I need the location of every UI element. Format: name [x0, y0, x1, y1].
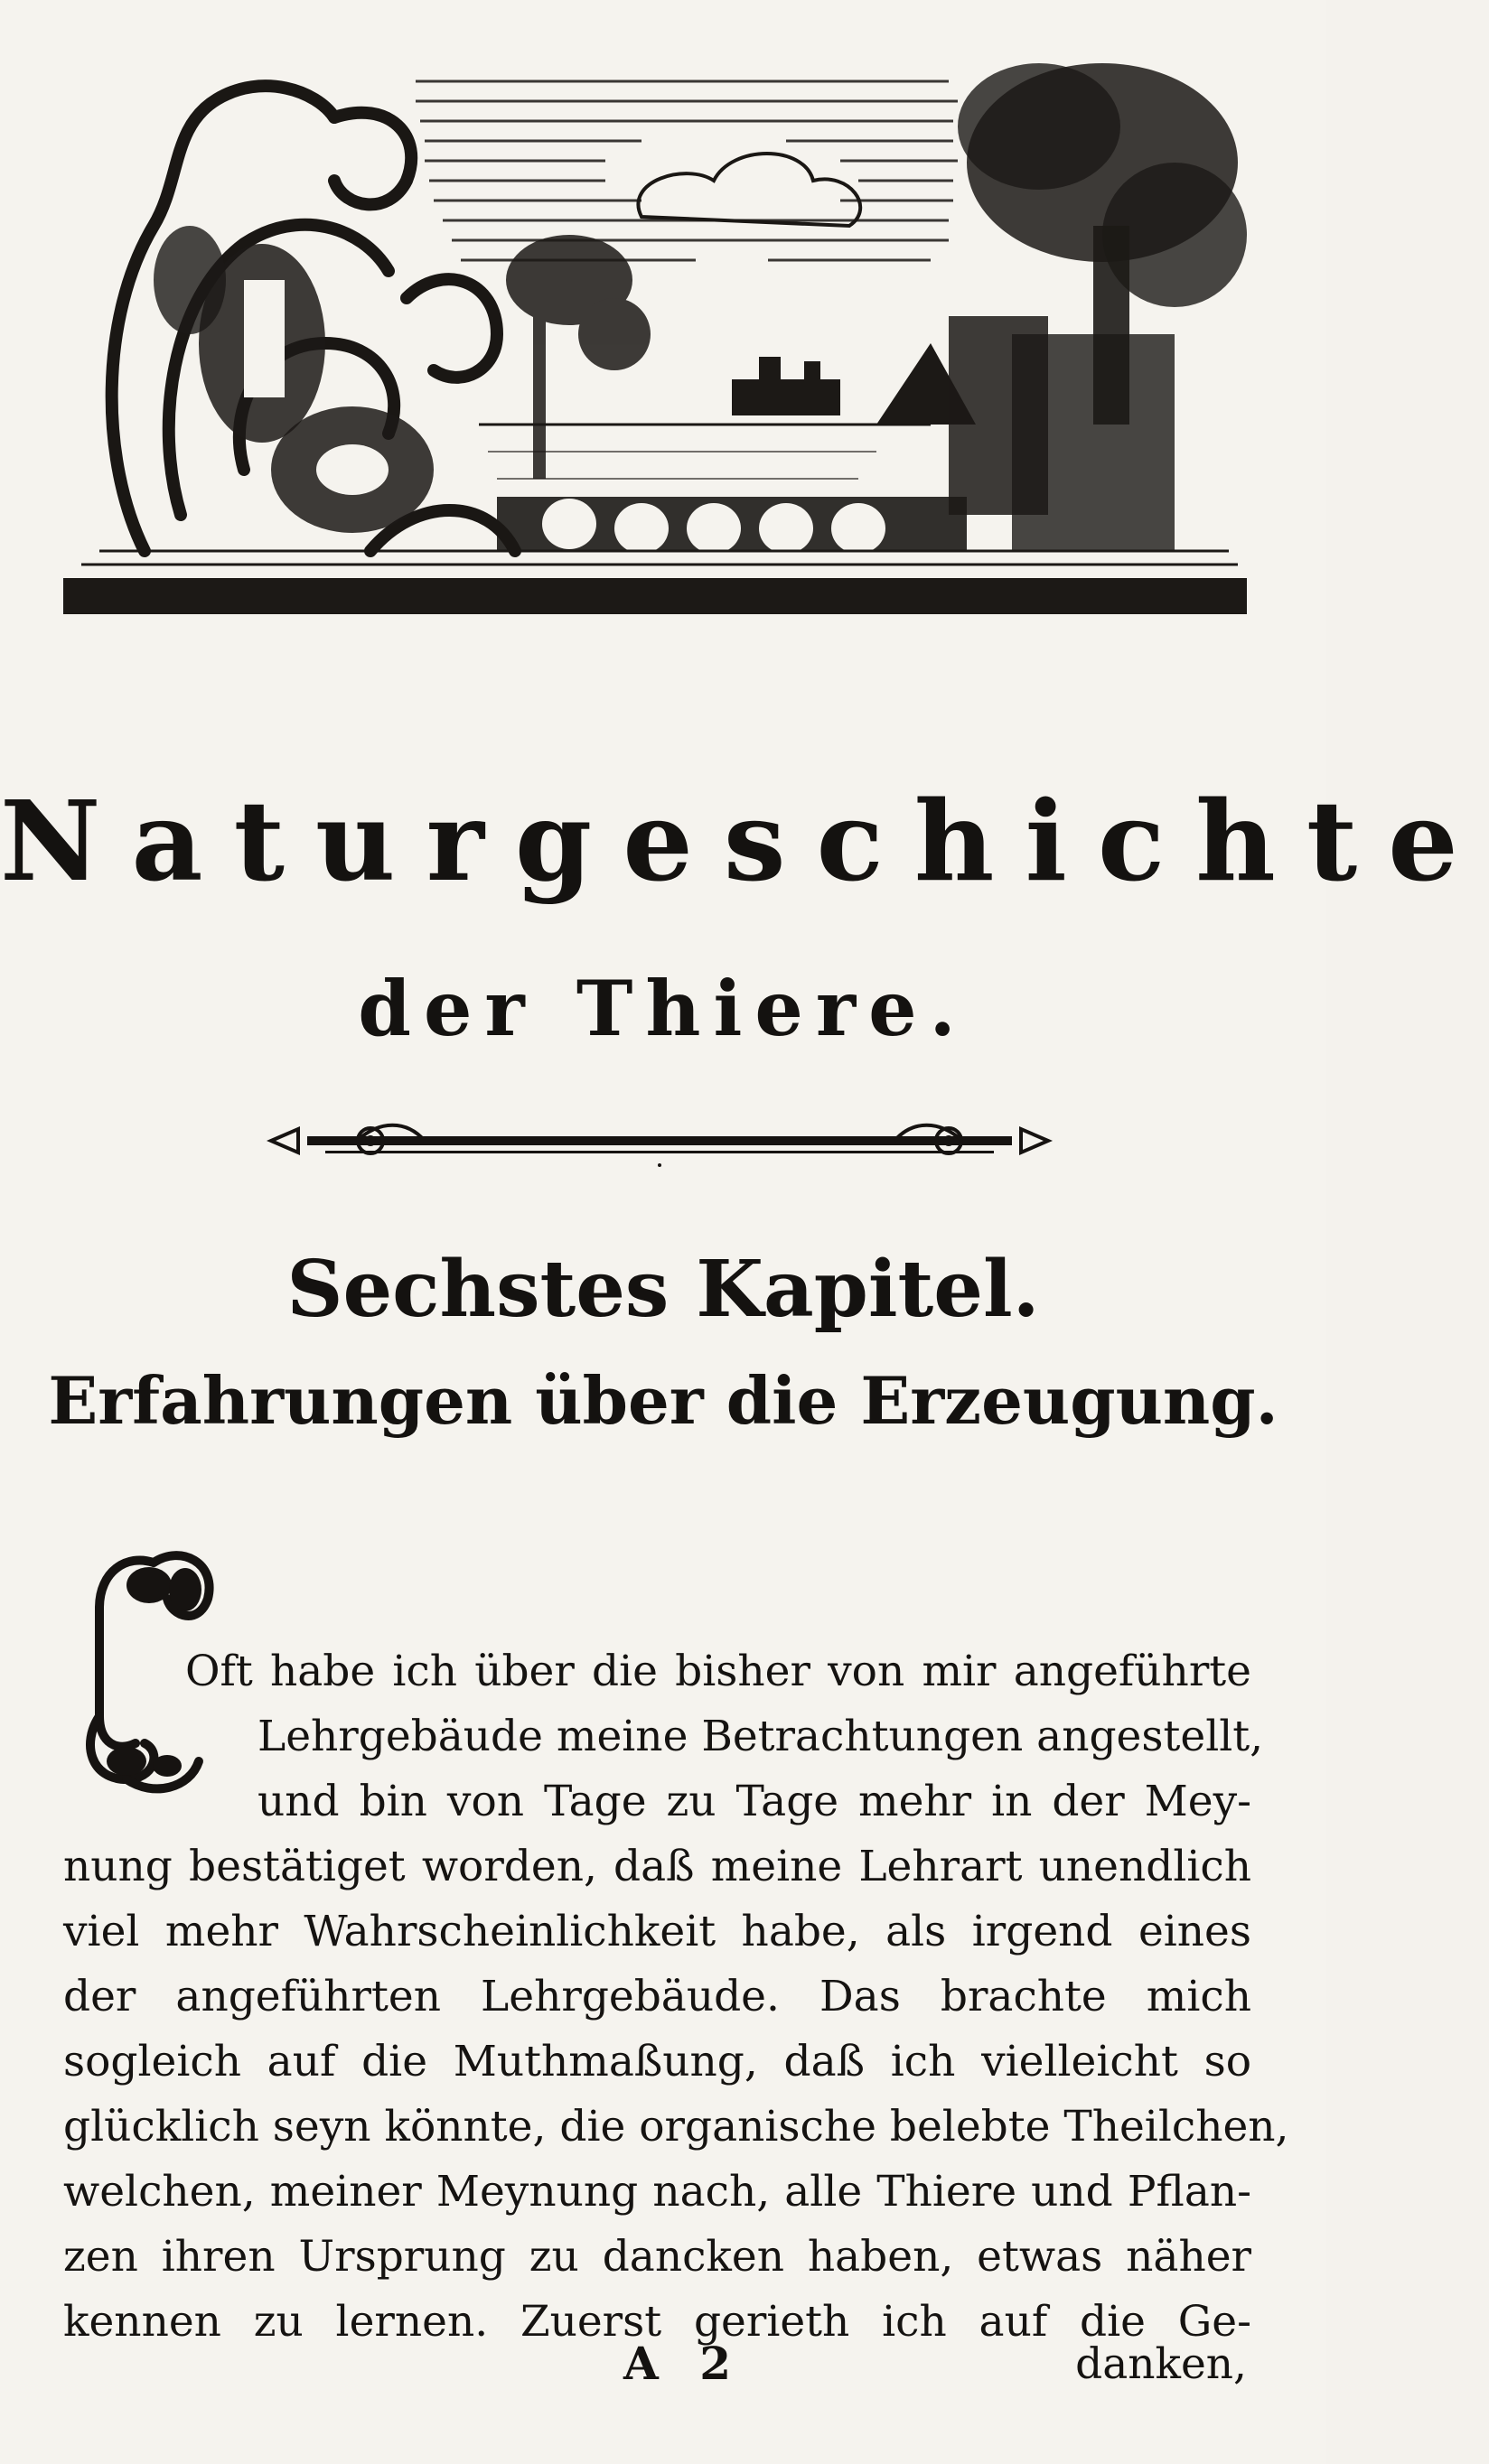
body-line-9: welchen, meiner Meynung nach, alle Thiere und Pflan- — [63, 2167, 1251, 2217]
body-line-11: kennen zu lernen. Zuerst gerieth ich auf die Ge- — [63, 2297, 1251, 2347]
book-title: Naturgeschichte — [0, 776, 1489, 906]
header-engraving-vignette — [63, 45, 1247, 623]
body-line-4: nung bestätiget worden, daß meine Lehrart unendlich — [63, 1842, 1251, 1891]
body-line-2: Lehrgebäude meine Betrachtungen angestellt, — [258, 1712, 1264, 1761]
chapter-heading: Erfahrungen über die Erzeugung. — [48, 1362, 1278, 1439]
body-line-10: zen ihren Ursprung zu dancken haben, etwas näher — [63, 2232, 1251, 2282]
body-line-8: glücklich seyn könnte, die organische belebte Theilchen, — [63, 2102, 1289, 2151]
body-line-5: viel mehr Wahrscheinlichkeit habe, als irgend eines — [63, 1907, 1251, 1956]
catchword: danken, — [1075, 2339, 1247, 2389]
book-subtitle: der Thiere. — [358, 964, 969, 1053]
body-line-6: der angeführten Lehrgebäude. Das brachte mich — [63, 1972, 1251, 2021]
body-line-3: und bin von Tage zu Tage mehr in der Mey- — [258, 1777, 1251, 1826]
chapter-number-heading: Sechstes Kapitel. — [286, 1244, 1040, 1335]
body-line-7: sogleich auf die Muthmaßung, daß ich vielleicht so — [63, 2037, 1251, 2086]
body-line-1: Oft habe ich über die bisher von mir angeführte — [185, 1647, 1251, 1696]
signature-mark: A 2 — [623, 2337, 744, 2390]
ornamental-rule-divider — [271, 1111, 1048, 1174]
